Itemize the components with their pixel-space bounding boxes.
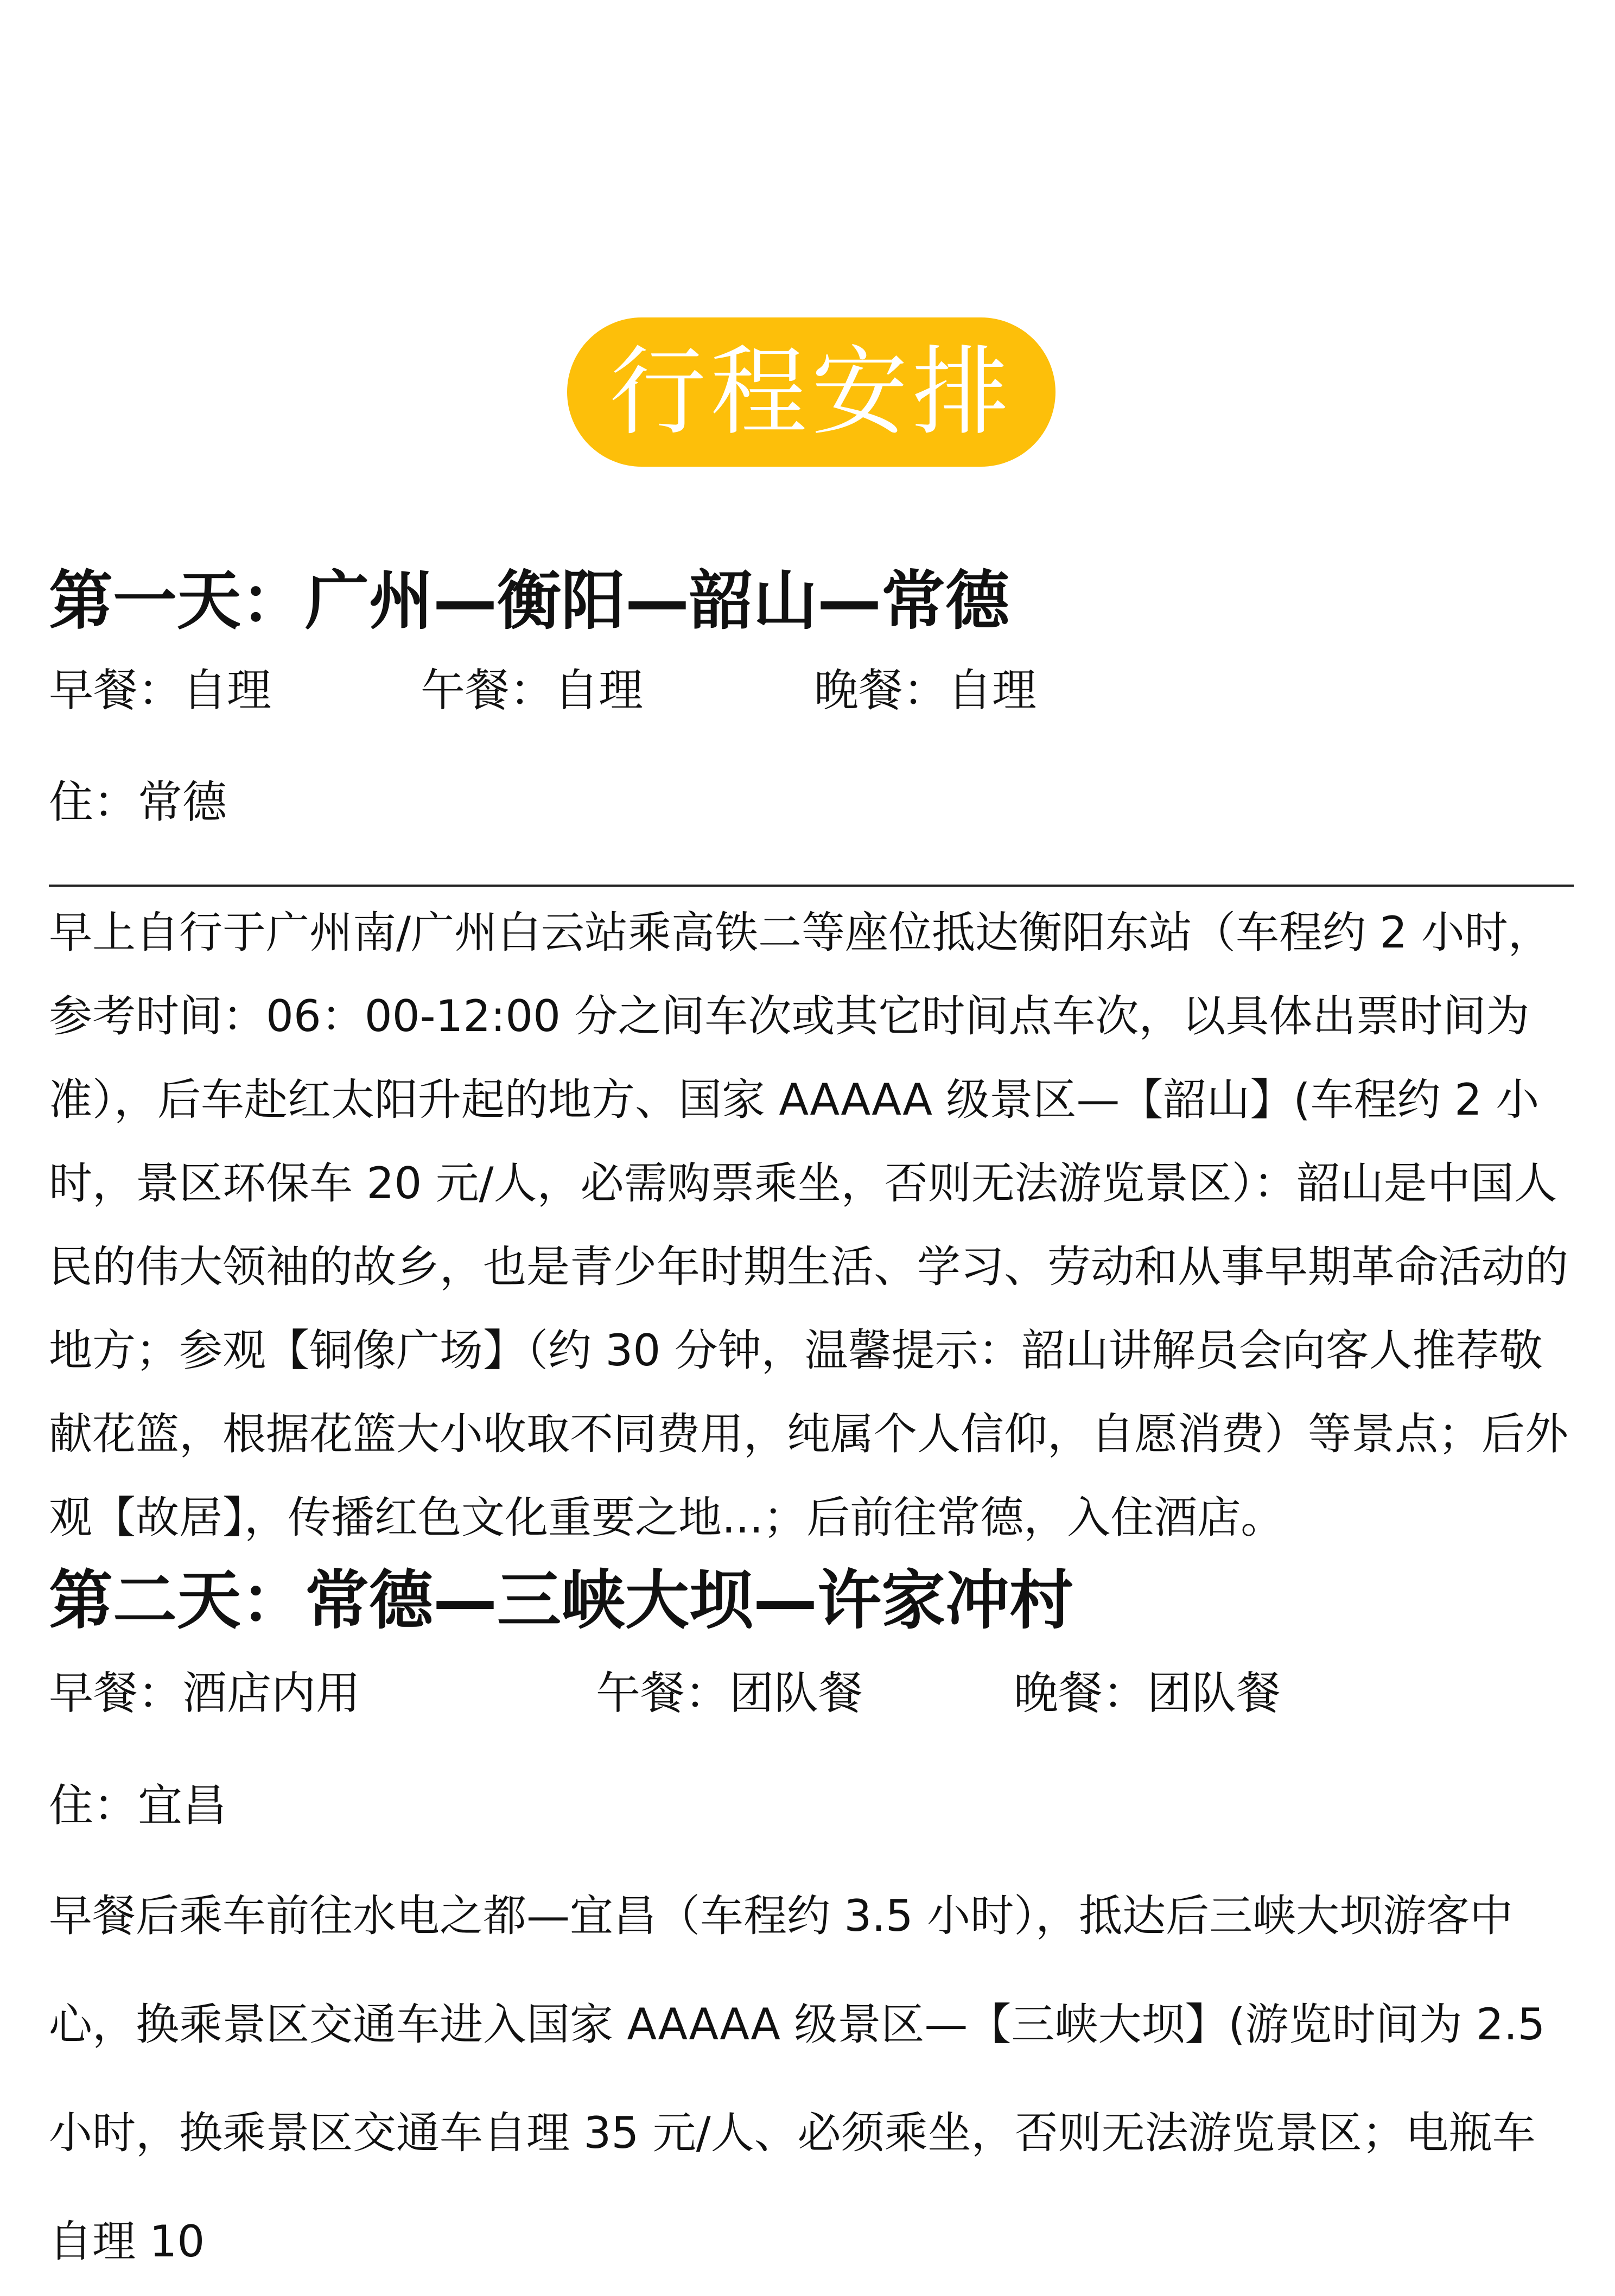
day-1-section xyxy=(49,564,1574,1560)
day-2-breakfast: 早餐：酒店内用 xyxy=(49,1668,361,1720)
day-2-lunch: 午餐：团队餐 xyxy=(596,1668,863,1720)
day-1-dinner: 晚餐：自理 xyxy=(814,664,1037,716)
day-2-dinner: 晚餐：团队餐 xyxy=(1014,1668,1281,1720)
page-title: 行程安排 xyxy=(609,335,1013,448)
day-2-description: 早餐后乘车前往水电之都—宜昌（车程约 3.5 小时），抵达后三峡大坝游客中心，换乘景区交通车进入国家 AAAAA 级景区—【三峡大坝】(游览时间为 2.5 小时，换乘景区交通车自理 35 元/人、必须乘坐，否则无法游览景区；电瓶车自理 10 xyxy=(49,1890,1546,2267)
day-2-section xyxy=(49,1564,1574,2295)
day-1-meals xyxy=(49,664,1574,717)
day-2-heading: 第二天：常德—三峡大坝—许家冲村 xyxy=(49,1563,1074,1638)
day-2-stay: 住：宜昌 xyxy=(49,1779,227,1831)
day-1-lunch: 午餐：自理 xyxy=(421,664,644,716)
itinerary-content xyxy=(49,564,1574,2296)
day-1-description: 早上自行于广州南/广州白云站乘高铁二等座位抵达衡阳东站（车程约 2 小时，参考时间：06：00-12:00 分之间车次或其它时间点车次，以具体出票时间为准），后车赴红太阳升起的地方、国家 AAAAA 级景区—【韶山】(车程约 2 小时，景区环保车 20 元/人，必需购票乘坐，否则无法游览景区）：韶山是中国人民的伟大领袖的故乡，也是青少年时期生活、学习、劳动和从事早期革命活动的地方；参观【铜像广场】（约 30 分钟，温馨提示：韶山讲解员会向客人推荐敬献花篮，根据花篮大小收取不同费用，纯属个人信仰，自愿消费）等景点；后外观【故居】，传播红色文化重要之地...；后前往常德，入住酒店。 xyxy=(49,907,1568,1543)
title-badge xyxy=(567,317,1056,467)
day-1-stay: 住：常德 xyxy=(49,777,227,829)
day-2-meals xyxy=(49,1667,1574,1720)
day-1-breakfast: 早餐：自理 xyxy=(49,664,272,716)
section-divider xyxy=(49,885,1574,887)
day-1-heading: 第一天：广州—衡阳—韶山—常德 xyxy=(49,563,1010,638)
